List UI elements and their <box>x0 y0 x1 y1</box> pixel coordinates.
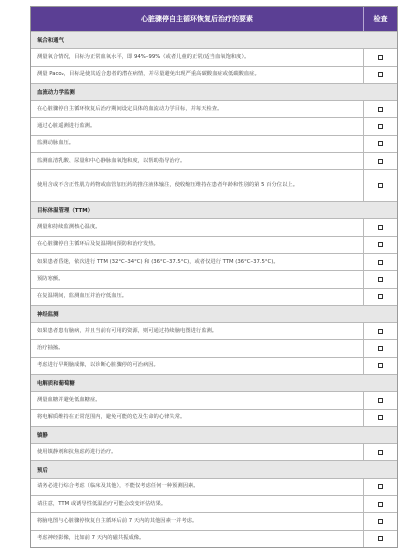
checklist-row <box>31 322 397 339</box>
checkbox-cell <box>364 531 397 547</box>
checklist-row <box>31 236 397 253</box>
section-title: 神经监测 <box>37 312 59 319</box>
checkbox-cell <box>364 136 397 152</box>
table-body <box>31 31 397 547</box>
checkbox-cell <box>364 219 397 235</box>
checkbox[interactable] <box>378 141 383 146</box>
checkbox[interactable] <box>378 294 383 299</box>
checkbox[interactable] <box>378 398 383 403</box>
checklist-row <box>31 478 397 495</box>
checkbox-cell <box>364 237 397 253</box>
checkbox[interactable] <box>378 519 383 524</box>
checkbox[interactable] <box>378 415 383 420</box>
checkbox[interactable] <box>378 346 383 351</box>
checklist-item-text: 预防寒颤。 <box>31 271 364 287</box>
checkbox-cell <box>364 323 397 339</box>
section-header <box>31 426 397 443</box>
checklist-row <box>31 443 397 460</box>
checklist-item-text: 治疗抽搐。 <box>31 340 364 356</box>
checkbox[interactable] <box>378 260 383 265</box>
section-header <box>31 374 397 391</box>
checklist-table <box>30 6 398 548</box>
checkbox[interactable] <box>378 225 383 230</box>
checkbox[interactable] <box>378 72 383 77</box>
section-title: 预后 <box>37 467 48 474</box>
checkbox-cell <box>364 271 397 287</box>
section-header <box>31 201 397 218</box>
checklist-item-text: 将脑电图与心脏骤停恢复自主循环后前 7 天内的其他因素一并考虑。 <box>31 513 364 529</box>
checklist-item-text: 测量 Paco₂，目标是使其适合患者的潜在病情，并尽量避免出现严重高碳酸血症或低碳酸血症。 <box>31 67 364 83</box>
checkbox-cell <box>364 444 397 460</box>
checklist-row <box>31 135 397 152</box>
checkbox-cell <box>364 101 397 117</box>
checkbox[interactable] <box>378 124 383 129</box>
checklist-row <box>31 512 397 529</box>
table-title: 心脏骤停自主循环恢复后治疗的要素 <box>31 7 364 31</box>
section-title: 电解质和葡萄糖 <box>37 381 75 388</box>
checklist-row <box>31 409 397 426</box>
checklist-item-text: 在心脏骤停自主循环后及复温期间预防和治疗发热。 <box>31 237 364 253</box>
checkbox[interactable] <box>378 484 383 489</box>
checklist-row <box>31 339 397 356</box>
checkbox[interactable] <box>378 183 383 188</box>
checkbox[interactable] <box>378 159 383 164</box>
section-header <box>31 460 397 477</box>
checklist-item-text: 测量和持续监测核心温度。 <box>31 219 364 235</box>
table-header <box>31 7 397 31</box>
checklist-row <box>31 357 397 374</box>
checklist-item-text: 在复温期间，监测血压并治疗低血压。 <box>31 289 364 305</box>
checkbox-cell <box>364 479 397 495</box>
section-title: 血流动力学监测 <box>37 89 75 96</box>
checklist-row <box>31 48 397 65</box>
checklist-row <box>31 530 397 547</box>
checklist-row <box>31 288 397 305</box>
checklist-row <box>31 495 397 512</box>
checklist-item-text: 如果患者昏迷，依次进行 TTM (32°C–34°C) 和 (36°C–37.5°C)，或者仅进行 TTM (36°C–37.5°C)。 <box>31 254 364 270</box>
checklist-row <box>31 66 397 83</box>
checkbox-cell <box>364 67 397 83</box>
checklist-row <box>31 253 397 270</box>
checkbox-cell <box>364 49 397 65</box>
checkbox-cell <box>364 153 397 169</box>
checkbox-cell <box>364 118 397 134</box>
checklist-item-text: 测量血糖并避免低血糖症。 <box>31 392 364 408</box>
checkbox[interactable] <box>378 242 383 247</box>
checkbox-cell <box>364 358 397 374</box>
checklist-item-text: 将电解质维持在正常范围内，避免可能的危及生命的心律失常。 <box>31 410 364 426</box>
section-header <box>31 83 397 100</box>
checklist-item-text: 在心脏骤停自主循环恢复后治疗期间设定具体的血流动力学目标，并每天检查。 <box>31 101 364 117</box>
checklist-item-text: 监测血清乳酸、尿量和中心静脉血氧饱和度，以帮助指导治疗。 <box>31 153 364 169</box>
checklist-item-text: 如果患者患有脑病，并且当前有可用的资源，则可通过持续脑电图进行监测。 <box>31 323 364 339</box>
section-title: 镇静 <box>37 433 48 439</box>
checklist-item-text: 使用镇静剂和抗焦虑药进行治疗。 <box>31 444 364 460</box>
checkbox[interactable] <box>378 277 383 282</box>
checklist-item-text: 测量氧合情况，目标为正常血氧水平，即 94%–99%（或者儿童的正常/适当血氧饱和度）。 <box>31 49 364 65</box>
checklist-item-text: 请注意，TTM 或诱导性低温治疗可能会改变评估结果。 <box>31 496 364 512</box>
checkbox[interactable] <box>378 329 383 334</box>
checkbox[interactable] <box>378 536 383 541</box>
checkbox-cell <box>364 496 397 512</box>
checklist-item-text: 请务必进行综合考虑（临床及其他），不能仅考虑任何一种预测因素。 <box>31 479 364 495</box>
checklist-row <box>31 152 397 169</box>
checkbox[interactable] <box>378 107 383 112</box>
checkbox[interactable] <box>378 502 383 507</box>
section-title: 目标体温管理（TTM） <box>37 208 93 215</box>
checkbox[interactable] <box>378 450 383 455</box>
checkbox-cell <box>364 392 397 408</box>
checkbox-cell <box>364 513 397 529</box>
checklist-row <box>31 218 397 235</box>
checkbox-cell <box>364 170 397 201</box>
checkbox[interactable] <box>378 363 383 368</box>
section-title: 氧合和通气 <box>37 38 64 45</box>
checklist-item-text: 监测动脉血压。 <box>31 136 364 152</box>
checklist-item-text: 考虑神经影像，比如前 7 天内的磁共振成像。 <box>31 531 364 547</box>
checklist-row <box>31 169 397 201</box>
checklist-row <box>31 391 397 408</box>
checkbox-cell <box>364 410 397 426</box>
checklist-item-text: 通过心脏遥测进行监测。 <box>31 118 364 134</box>
checklist-item-text: 考虑进行早期脑成像，以诊断心脏骤停的可治病因。 <box>31 358 364 374</box>
checkbox[interactable] <box>378 55 383 60</box>
checkbox-cell <box>364 340 397 356</box>
section-header <box>31 305 397 322</box>
checklist-item-text: 使用含或不含正性肌力药物或血管加压药的推注液体输注，使收缩压维持在患者年龄和性别的第 5 百分位以上。 <box>31 170 364 201</box>
checkbox-cell <box>364 254 397 270</box>
checkbox-cell <box>364 289 397 305</box>
check-column-header: 检查 <box>373 15 388 23</box>
section-header <box>31 31 397 48</box>
checklist-row <box>31 117 397 134</box>
checklist-row <box>31 270 397 287</box>
checklist-row <box>31 100 397 117</box>
